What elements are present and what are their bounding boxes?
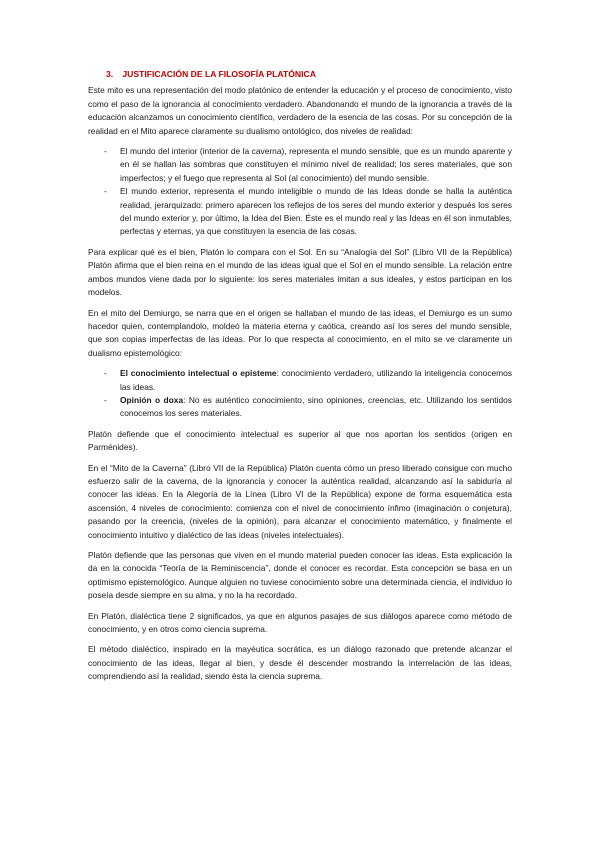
paragraph-dialectic-method: El método dialéctico, inspirado en la mayéutica socrática, es un diálogo razonado que pretende alcanzar el conocimiento de las ideas, llegar al bien, y desde él descender mostrando la interrelación de las ideas, comprendiendo así la realidad, siendo ésta la ciencia suprema. [88, 644, 512, 682]
dash-bullet: - [104, 368, 107, 379]
paragraph-intro: Este mito es una representación del modo platónico de entender la educación y el proceso de conocimiento, visto como el paso de la ignorancia al conocimiento verdadero. Abandonando el mundo de la ignorancia a través de la educación alcanzamos un conocimiento científico, verdadero de la esencia de las cosas. Por su concepción de la realidad en el Mito aparece claramente su dualismo ontológico, dos niveles de realidad: [88, 85, 512, 136]
paragraph-reminiscence: Platón defiende que las personas que viven en el mundo material pueden conocer las ideas. Esta explicación la da en la conocida “Teoría de la Reminiscencia”, donde el conocer es recordar. Esta concepción se basa en un optimismo epistemológico. Aunque alguien no tuviese conocimiento sobre una determinada ciencia, el individuo lo poseía desde siempre en su alma, y no la ha recordado. [88, 550, 512, 601]
document-body [88, 68, 512, 691]
paragraph-intellect-superior: Platón defiende que el conocimiento intelectual es superior al que nos aportan los sentidos (origen en Parménides). [88, 428, 512, 453]
list-item [88, 145, 512, 185]
dash-bullet: - [104, 146, 107, 157]
paragraph-cave-myth: En el “Mito de la Caverna” (Libro VII de la República) Platón cuenta cómo un preso liberado consigue con mucho esfuerzo salir de la caverna, de la ignorancia y conocer la auténtica realidad, alcanzando así la sabiduría al conocer las ideas. En la Alegoría de la Línea (Libro VI de la República) expone de forma esquemática esta ascensión, 4 niveles de conocimiento: comienza con el nivel de conocimiento ínfimo (imaginación o conjetura), pasando por la creencia, (niveles de la opinión), para alcanzar el conocimiento matemático, y finalmente el conocimiento intuitivo y dialéctico de las ideas (niveles intelectuales). [88, 462, 512, 540]
section-number: 3. [106, 69, 114, 79]
list-item [88, 185, 512, 239]
list-item-term: Opinión o doxa [120, 394, 184, 405]
list-item-text: El mundo del interior (interior de la caverna), representa el mundo sensible, que es un mundo aparente y en él se hallan las sombras que constituyen el mínimo nivel de realidad; los seres materiales, que son imperfectos; y el fuego que representa al Sol (al conocimiento) del mundo sensible. [120, 146, 512, 183]
paragraph-dialectic-meanings: En Platón, dialéctica tiene 2 significados, ya que en algunos pasajes de sus diálogos aparece como método de conocimiento, y en otros como ciencia suprema. [88, 610, 512, 635]
ontological-levels-list [88, 145, 512, 239]
paragraph-demiurge: En el mito del Demiurgo, se narra que en el origen se hallaban el mundo de las ideas, el Demiurgo es un sumo hacedor quien, contemplandolo, moldeó la materia eterna y caótica, creando así los seres del mundo sensible, que son copias imperfectas de las ideas. Por lo que respecta al conocimiento, en el mito se ve claramente un dualismo epistemológico: [88, 307, 512, 358]
epistemological-list [88, 367, 512, 421]
list-item [88, 367, 512, 394]
list-item-term: El conocimiento intelectual o episteme [120, 368, 277, 379]
dash-bullet: - [104, 394, 107, 405]
list-item-text: : No es auténtico conocimiento, sino opiniones, creencias, etc. Utilizando los sentidos conocemos los seres materiales. [120, 394, 512, 419]
dash-bullet: - [104, 186, 107, 197]
list-item-text: El mundo exterior, representa el mundo inteligible o mundo de las Ideas donde se halla la auténtica realidad, jerarquizado: primero aparecen los reflejos de los seres del mundo exterior y después los seres del mundo exterior y, por último, la Idea del Bien. Éste es el mundo real y las Ideas en él son inmutables, perfectas y eternas, ya que constituyen la esencia de las cosas. [120, 186, 512, 237]
list-item [88, 394, 512, 421]
section-title: JUSTIFICACIÓN DE LA FILOSOFÍA PLATÓNICA [122, 69, 316, 79]
paragraph-sun-analogy: Para explicar qué es el bien, Platón lo compara con el Sol. En su “Analogía del Sol” (Libro VII de la República) Platón afirma que el bien reina en el mundo de las ideas igual que el Sol en el mundo sensible. La relación entre ambos mundos viene dada por lo siguiente: los seres materiales imitan a sus ideales, y estos participan en los modelos. [88, 246, 512, 298]
section-heading [106, 68, 512, 81]
list-item-text: : conocimiento verdadero, utilizando la inteligencia conocemos las ideas. [120, 368, 512, 392]
